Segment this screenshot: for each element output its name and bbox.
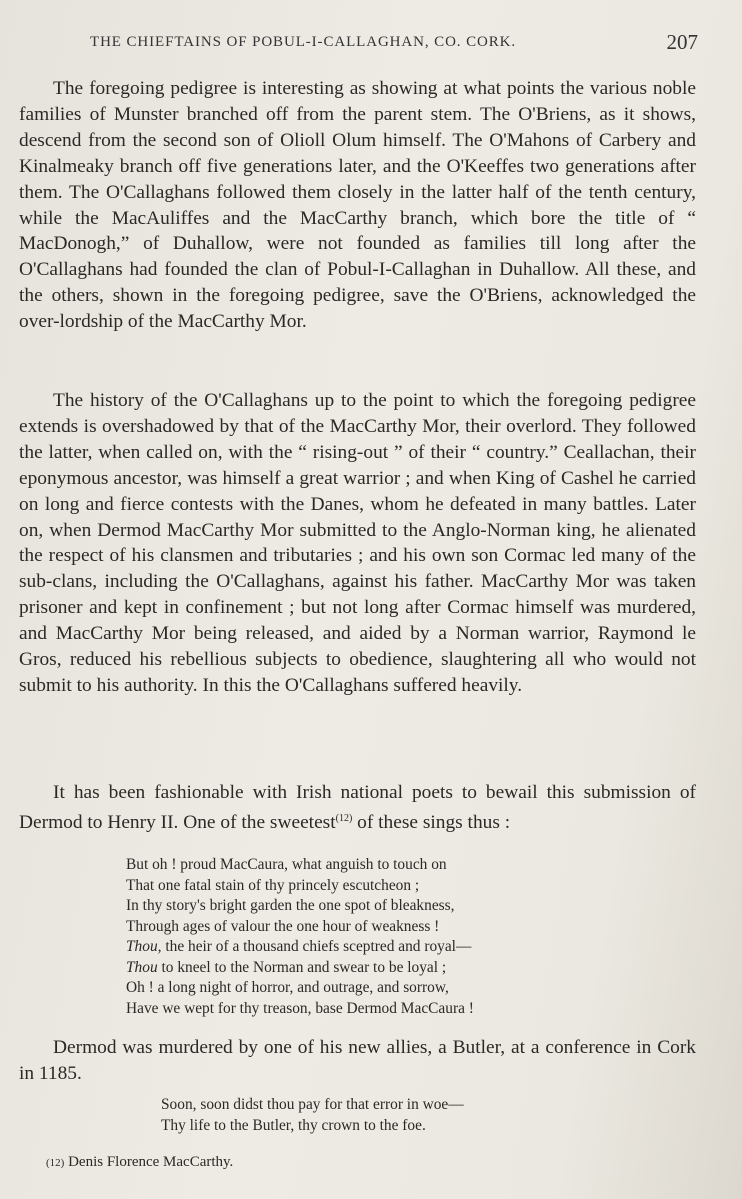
paragraph-3-text: It has been fashionable with Irish national poets to bewail this submission of Dermod to Henry II. One of the sweetest (19, 782, 696, 833)
paragraph-2-text: The history of the O'Callaghans up to the point to which the foregoing pedigree extends is overshadowed by that of the MacCarthy Mor, their overlord. They followed the latter, when called on, with the “ rising-out ” of their “ country.” Ceallachan, their eponymous ancestor, was himself a great warrior ; and when King of Cashel he carried on long and fierce contests with the Danes, whom he defeated in many battles. Later on, when Dermod MacCarthy Mor submitted to the Anglo-Norman king, he alienated the respect of his clansmen and tributaries ; and his own son Cormac led many of the sub-clans, including the O'Callaghans, against his father. MacCarthy Mor was taken prisoner and kept in confinement ; but not long after Cormac himself was murdered, and MacCarthy Mor being released, and aided by a Norman warrior, Raymond le Gros, reduced his rebellious subjects to obedience, slaughtering all who would not submit to his authority. In this the O'Callaghans suffered heavily. (19, 390, 696, 696)
paragraph-1 (19, 76, 696, 335)
verse-line: Through ages of valour the one hour of weakness ! (126, 917, 440, 935)
paragraph-1-text: The foregoing pedigree is interesting as showing at what points the various noble families of Munster branched off from the parent stem. The O'Briens, as it shows, descend from the second son of Olioll Olum himself. The O'Mahons of Carbery and Kinalmeaky branch off five generations later, and the O'Keeffes two generations after them. The O'Callaghans followed them closely in the latter half of the tenth century, while the MacAuliffes and the MacCarthy branch, which bore the title of “ MacDonogh,” of Duhallow, were not founded as families till long after the O'Callaghans had founded the clan of Pobul-I-Callaghan in Duhallow. All these, and the others, shown in the foregoing pedigree, save the O'Briens, acknowledged the over-lordship of the MacCarthy Mor. (19, 78, 696, 333)
verse-quotation-1 (126, 855, 686, 1019)
paragraph-4-text: Dermod was murdered by one of his new allies, a Butler, at a conference in Cork in 1185. (19, 1037, 696, 1084)
verse-line: Oh ! a long night of horror, and outrage, and sorrow, (126, 979, 449, 996)
verse-line: Have we wept for thy treason, base Dermod MacCaura ! (126, 999, 474, 1017)
paragraph-4 (19, 1035, 696, 1087)
paragraph-3-text-end: of these sings thus : (352, 811, 511, 833)
paragraph-2 (19, 388, 696, 699)
verse-line: Soon, soon didst thou pay for that error in woe— (161, 1096, 464, 1113)
page-number: 207 (666, 30, 698, 54)
verse-line: That one fatal stain of thy princely escutcheon ; (126, 876, 420, 894)
paragraph-3 (19, 780, 696, 836)
footnote (46, 1154, 233, 1171)
verse-quotation-2 (161, 1095, 721, 1136)
verse-line: Thou to kneel to the Norman and swear to be loyal ; (126, 958, 447, 976)
footnote-mark: (12) (46, 1157, 65, 1169)
verse-line: But oh ! proud MacCaura, what anguish to touch on (126, 856, 447, 873)
page-header (90, 30, 698, 58)
verse-line: Thy life to the Butler, thy crown to the foe. (161, 1116, 426, 1134)
running-head: THE CHIEFTAINS OF POBUL-I-CALLAGHAN, CO. CORK. (90, 34, 517, 50)
verse-line: Thou, the heir of a thousand chiefs sceptred and royal— (126, 938, 472, 955)
footnote-reference: (12) (335, 812, 353, 824)
footnote-text: Denis Florence MacCarthy. (64, 1154, 234, 1170)
verse-line: In thy story's bright garden the one spot of bleakness, (126, 897, 455, 914)
